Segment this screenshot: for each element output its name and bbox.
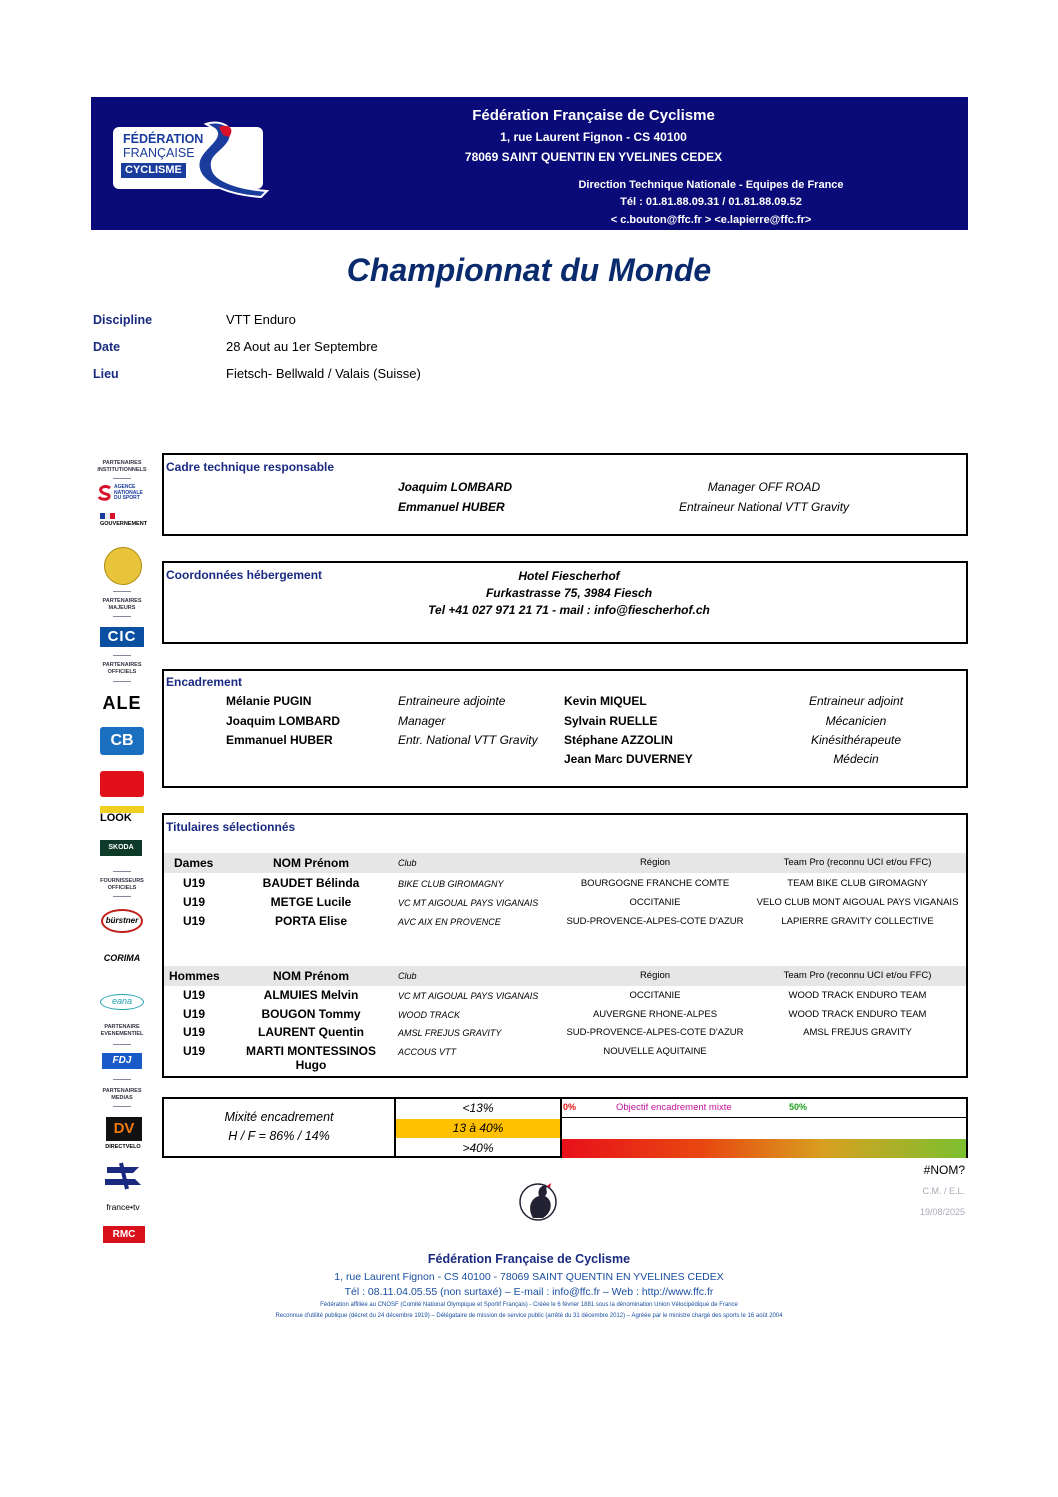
team-cell: AMSL FREJUS GRAVITY <box>803 1027 912 1038</box>
sponsor-heading-medias: PARTENAIRES MEDIAS <box>102 1088 142 1101</box>
sponsor-heading-officiels: PARTENAIRES OFFICIELS <box>102 662 142 675</box>
name-cell: LAURENT Quentin <box>258 1025 364 1039</box>
hommes-header-row <box>164 966 966 986</box>
enc-right-name-2: Sylvain RUELLE <box>564 714 658 728</box>
cadre-name-1: Joaquim LOMBARD <box>398 480 512 494</box>
equipe-logo <box>103 1161 143 1191</box>
divider <box>113 1044 131 1045</box>
date-label: Date <box>93 340 121 354</box>
name-cell: ALMUIES Melvin <box>263 988 359 1002</box>
table-row <box>164 894 966 912</box>
cadre-name-2: Emmanuel HUBER <box>398 500 505 514</box>
region-cell: BOURGOGNE FRANCHE COMTE <box>580 878 730 889</box>
francetv-logo: france•tv <box>106 1202 140 1212</box>
enc-left-name-3: Emmanuel HUBER <box>226 733 333 747</box>
team-cell: WOOD TRACK ENDURO TEAM <box>788 1009 927 1020</box>
enc-left-role-3: Entr. National VTT Gravity <box>398 733 538 747</box>
dames-header-cat: Dames <box>174 856 214 870</box>
divider <box>113 871 131 872</box>
region-cell: OCCITANIE <box>629 990 681 1001</box>
dames-header-region: Région <box>639 857 671 868</box>
sponsor-heading-fournisseurs: FOURNISSEURS OFFICIELS <box>100 878 144 891</box>
gouvernement-text: GOUVERNEMENT <box>100 521 148 527</box>
fdj-logo: FDJ <box>102 1053 142 1069</box>
region-cell: NOUVELLE AQUITAINE <box>603 1046 707 1057</box>
enc-right-role-1: Entraineur adjoint <box>808 694 904 708</box>
mixite-ratio: H / F = 86% / 14% <box>228 1129 330 1143</box>
cat-cell: U19 <box>183 876 206 890</box>
footer-org: Fédération Française de Cyclisme <box>427 1252 631 1266</box>
cb-logo: CB <box>100 727 144 755</box>
enc-left-name-2: Joaquim LOMBARD <box>226 714 340 728</box>
band-low: <13% <box>462 1101 494 1115</box>
lieu-label: Lieu <box>93 367 119 381</box>
gouvernement-logo <box>100 513 150 539</box>
table-row <box>164 1024 966 1042</box>
enc-right-name-1: Kevin MIQUEL <box>564 694 647 708</box>
footer-address: 1, rue Laurent Fignon - CS 40100 - 78069 SAINT QUENTIN EN YVELINES CEDEX <box>334 1271 724 1283</box>
divider <box>113 478 131 479</box>
club-cell: AVC AIX EN PROVENCE <box>398 917 501 927</box>
club-cell: ACCOUS VTT <box>398 1047 457 1057</box>
encadrement-title: Encadrement <box>166 675 243 689</box>
rooster-icon <box>517 1178 559 1222</box>
page-title: Championnat du Monde <box>346 252 712 288</box>
sponsor-heading-evenementiel: PARTENAIRE EVENEMENTIEL <box>100 1024 144 1037</box>
enc-right-role-2: Mécanicien <box>825 714 887 728</box>
hommes-header-club: Club <box>398 971 417 981</box>
cadre-technique-box <box>162 453 968 536</box>
club-cell: BIKE CLUB GIROMAGNY <box>398 879 504 889</box>
region-cell: AUVERGNE RHONE-ALPES <box>592 1009 718 1020</box>
divider <box>113 616 131 617</box>
hotel-address: Furkastrasse 75, 3984 Fiesch <box>485 586 653 600</box>
name-cell: PORTA Elise <box>274 914 348 928</box>
dames-header-name: NOM Prénom <box>272 856 349 870</box>
medal-logo <box>104 547 142 585</box>
header-org-name: Fédération Française de Cyclisme <box>472 107 715 124</box>
ans-text: AGENCE NATIONALE DU SPORT <box>114 484 143 501</box>
date-value: 28 Aout au 1er Septembre <box>226 339 378 354</box>
encadrement-box <box>162 669 968 788</box>
hotel-name: Hotel Fiescherhof <box>518 569 620 583</box>
footer-contact: Tél : 08.11.04.05.55 (non surtaxé) – E-mail : info@ffc.fr – Web : http://www.ffc.fr <box>344 1286 714 1298</box>
divider <box>113 1079 131 1080</box>
ed-logo <box>100 771 144 797</box>
name-cell: BAUDET Bélinda <box>262 876 360 890</box>
hommes-header-cat: Hommes <box>169 969 220 983</box>
enc-right-name-4: Jean Marc DUVERNEY <box>564 752 693 766</box>
dames-header-row <box>164 853 966 873</box>
lieu-value: Fietsch- Bellwald / Valais (Suisse) <box>226 366 421 381</box>
dv-logo: DV <box>106 1117 142 1141</box>
region-cell: SUD-PROVENCE-ALPES-COTE D'AZUR <box>566 1027 744 1038</box>
enc-left-name-1: Mélanie PUGIN <box>226 694 312 708</box>
dames-header-club: Club <box>398 858 417 868</box>
enc-right-role-3: Kinésithérapeute <box>810 733 902 747</box>
team-cell: VELO CLUB MONT AIGOUAL PAYS VIGANAIS <box>756 897 959 908</box>
region-cell: SUD-PROVENCE-ALPES-COTE D'AZUR <box>566 916 744 927</box>
name-cell: METGE Lucile <box>270 895 352 909</box>
team-cell: TEAM BIKE CLUB GIROMAGNY <box>787 878 928 889</box>
directvelo-text: DIRECTVELO <box>105 1144 141 1150</box>
club-cell: AMSL FREJUS GRAVITY <box>398 1028 502 1038</box>
divider <box>113 896 131 897</box>
cat-cell: U19 <box>183 914 206 928</box>
cat-cell: U19 <box>183 1044 206 1058</box>
club-cell: VC MT AIGOUAL PAYS VIGANAIS <box>398 991 539 1001</box>
header-address2: 78069 SAINT QUENTIN EN YVELINES CEDEX <box>464 150 723 164</box>
table-row <box>164 987 966 1005</box>
cat-cell: U19 <box>183 988 206 1002</box>
header-dept: Direction Technique Nationale - Equipes de France <box>578 179 844 191</box>
cic-logo: CIC <box>100 627 144 647</box>
enc-left-role-1: Entraineure adjointe <box>398 694 506 708</box>
mixite-bands <box>396 1097 562 1158</box>
team-cell: LAPIERRE GRAVITY COLLECTIVE <box>781 916 934 927</box>
skoda-logo: SKODA <box>100 840 142 856</box>
eana-logo: eana <box>100 994 144 1010</box>
corima-logo: CORIMA <box>103 953 141 963</box>
gauge-objective: Objectif encadrement mixte <box>616 1102 732 1113</box>
doc-date: 19/08/2025 <box>919 1207 965 1217</box>
divider <box>113 681 131 682</box>
hommes-header-region: Région <box>639 970 671 981</box>
club-cell: VC MT AIGOUAL PAYS VIGANAIS <box>398 898 539 908</box>
table-row <box>164 875 966 893</box>
gauge-bar <box>562 1139 966 1158</box>
name-cell: BOUGON Tommy <box>261 1007 361 1021</box>
table-row <box>164 1043 966 1072</box>
hommes-header-name: NOM Prénom <box>272 969 349 983</box>
hebergement-title: Coordonnées hébergement <box>166 568 323 582</box>
logo-line3: CYCLISME <box>121 163 186 178</box>
divider <box>113 591 131 592</box>
enc-right-name-3: Stéphane AZZOLIN <box>564 733 673 747</box>
header-address1: 1, rue Laurent Fignon - CS 40100 <box>500 130 687 144</box>
cadre-title: Cadre technique responsable <box>166 460 335 474</box>
divider <box>113 655 131 656</box>
table-row <box>164 913 966 931</box>
enc-left-role-2: Manager <box>398 714 446 728</box>
cadre-role-1: Manager OFF ROAD <box>707 480 821 494</box>
cadre-role-2: Entraineur National VTT Gravity <box>678 500 850 514</box>
table-row <box>164 1006 966 1024</box>
mixite-section <box>162 1097 968 1158</box>
cat-cell: U19 <box>183 895 206 909</box>
discipline-value: VTT Enduro <box>226 312 296 327</box>
band-high: >40% <box>462 1141 494 1155</box>
region-cell: OCCITANIE <box>629 897 681 908</box>
enc-right-role-4: Médecin <box>833 752 879 766</box>
burstner-logo: bürstner <box>101 909 143 933</box>
nom-error: #NOM? <box>923 1163 965 1177</box>
header-phone: Tél : 01.81.88.09.31 / 01.81.88.09.52 <box>620 196 802 208</box>
rmc-logo: RMC <box>103 1226 145 1243</box>
divider <box>113 1106 131 1107</box>
look-logo: LOOK <box>100 806 144 824</box>
footer-legal2: Reconnue d'utilité publique (décret du 24 décembre 1919) – Délégataire de mission de service public (arrêté du 31 décembre 2012) – Agréée par le ministre chargé des sports le 16 août 2004 <box>275 1313 783 1319</box>
hommes-header-team: Team Pro (reconnu UCI et/ou FFC) <box>783 970 932 981</box>
mixite-label-box <box>162 1097 396 1158</box>
gauge-min: 0% <box>563 1102 577 1112</box>
team-cell: WOOD TRACK ENDURO TEAM <box>788 990 927 1001</box>
cat-cell: U19 <box>183 1025 206 1039</box>
club-cell: WOOD TRACK <box>398 1010 460 1020</box>
ans-logo <box>98 484 150 502</box>
mixite-gauge <box>562 1097 968 1158</box>
hebergement-box <box>162 561 968 644</box>
mixite-label: Mixité encadrement <box>224 1110 334 1124</box>
titulaires-title: Titulaires sélectionnés <box>166 820 296 834</box>
dames-header-team: Team Pro (reconnu UCI et/ou FFC) <box>783 857 932 868</box>
logo-line2: FRANÇAISE <box>123 146 195 160</box>
logo-line1: FÉDÉRATION <box>123 132 204 146</box>
cat-cell: U19 <box>183 1007 206 1021</box>
gauge-max: 50% <box>789 1102 808 1112</box>
sponsor-heading-majeurs: PARTENAIRES MAJEURS <box>102 598 142 611</box>
header-banner <box>91 97 968 230</box>
header-emails: < c.bouton@ffc.fr > <e.lapierre@ffc.fr> <box>610 214 812 226</box>
sponsor-heading-institutionnels: PARTENAIRES INSTITUTIONNELS <box>97 460 147 473</box>
discipline-label: Discipline <box>93 313 153 327</box>
footer-legal1: Fédération affiliée au CNOSF (Comité National Olympique et Sportif Français) - Créée le 6 février 1881 sous la dénomination Union Vélocipédique de France <box>320 1302 738 1308</box>
name-cell: MARTI MONTESSINOS Hugo <box>245 1044 376 1072</box>
band-mid: 13 à 40% <box>396 1119 560 1138</box>
ale-logo: ALE <box>102 693 142 713</box>
hotel-contact: Tel +41 027 971 21 71 - mail : info@fiescherhof.ch <box>428 603 710 617</box>
titulaires-box <box>162 813 968 1078</box>
initials: C.M. / E.L. <box>922 1186 965 1196</box>
